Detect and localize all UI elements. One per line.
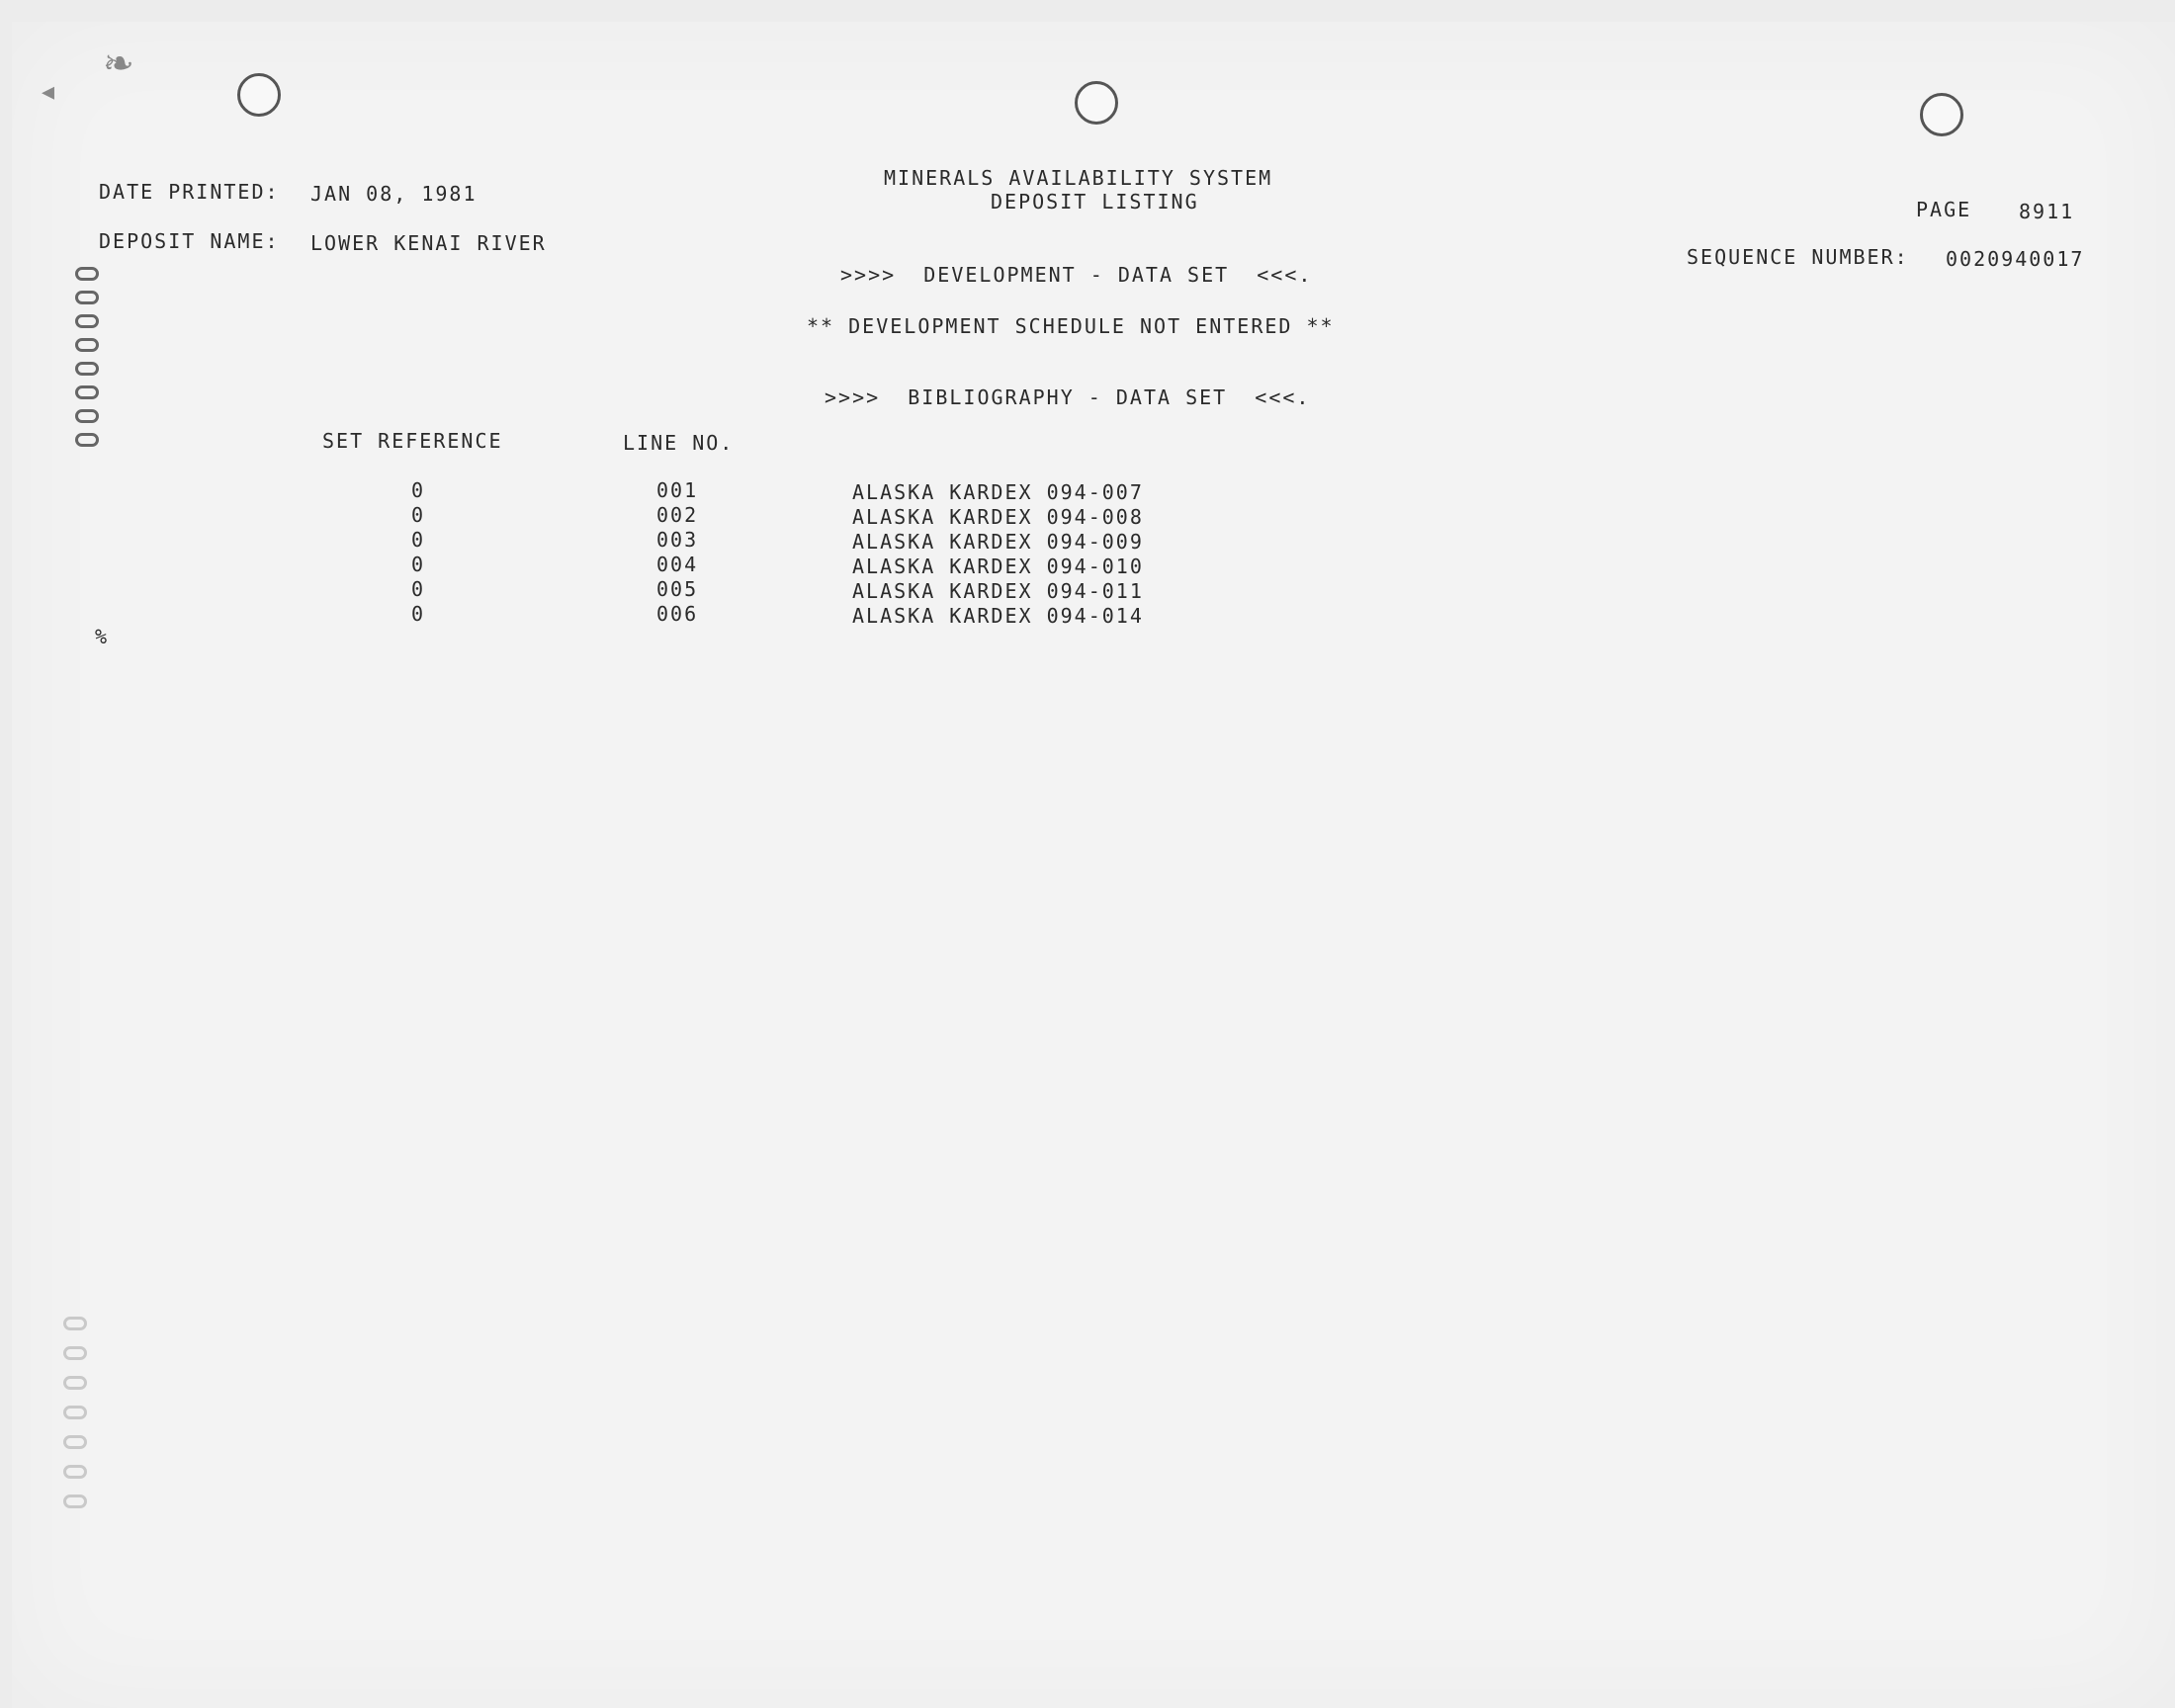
line-no-cell: 004: [656, 553, 699, 576]
punch-hole-right: [1920, 93, 1963, 136]
deposit-name-value: LOWER KENAI RIVER: [310, 231, 547, 255]
column-header-set-reference: SET REFERENCE: [322, 429, 503, 453]
reference-cell: ALASKA KARDEX 094-009: [852, 530, 1144, 554]
end-of-listing-mark: %: [95, 625, 110, 648]
set-reference-cell: 0: [411, 478, 426, 502]
table-row: [12, 478, 1396, 503]
deposit-name-label: DEPOSIT NAME:: [99, 229, 280, 253]
line-no-cell: 006: [656, 602, 699, 626]
reference-cell: ALASKA KARDEX 094-011: [852, 579, 1144, 603]
reference-cell: ALASKA KARDEX 094-014: [852, 604, 1144, 628]
punch-hole-left: [237, 73, 281, 117]
reference-cell: ALASKA KARDEX 094-010: [852, 555, 1144, 578]
line-no-cell: 003: [656, 528, 699, 552]
table-row: [12, 503, 1396, 528]
line-no-cell: 005: [656, 577, 699, 601]
paper-tear-mark: ❧: [103, 42, 134, 85]
column-header-line-no: LINE NO.: [623, 431, 735, 455]
table-row: [12, 553, 1396, 577]
listing-title: DEPOSIT LISTING: [991, 190, 1199, 214]
printout-page: [12, 22, 2175, 1708]
punch-hole-center: [1075, 81, 1118, 125]
table-row: [12, 602, 1396, 627]
line-no-cell: 002: [656, 503, 699, 527]
sequence-number-value: 0020940017: [1946, 247, 2085, 271]
system-title: MINERALS AVAILABILITY SYSTEM: [884, 166, 1273, 190]
table-row: [12, 528, 1396, 553]
reference-cell: ALASKA KARDEX 094-008: [852, 505, 1144, 529]
sequence-number-label: SEQUENCE NUMBER:: [1687, 245, 1909, 269]
set-reference-cell: 0: [411, 503, 426, 527]
bibliography-heading: >>>> BIBLIOGRAPHY - DATA SET <<<.: [825, 385, 1311, 409]
date-printed-label: DATE PRINTED:: [99, 180, 280, 204]
development-note: ** DEVELOPMENT SCHEDULE NOT ENTERED **: [807, 314, 1335, 338]
reference-cell: ALASKA KARDEX 094-007: [852, 480, 1144, 504]
set-reference-cell: 0: [411, 528, 426, 552]
development-heading: >>>> DEVELOPMENT - DATA SET <<<.: [840, 263, 1313, 287]
table-row: [12, 577, 1396, 602]
page-label: PAGE: [1916, 198, 1972, 221]
set-reference-cell: 0: [411, 577, 426, 601]
paper-scuff-mark: ◂: [42, 77, 55, 107]
set-reference-cell: 0: [411, 602, 426, 626]
page-number: 8911: [2019, 200, 2075, 223]
line-no-cell: 001: [656, 478, 699, 502]
date-printed-value: JAN 08, 1981: [310, 182, 478, 206]
set-reference-cell: 0: [411, 553, 426, 576]
